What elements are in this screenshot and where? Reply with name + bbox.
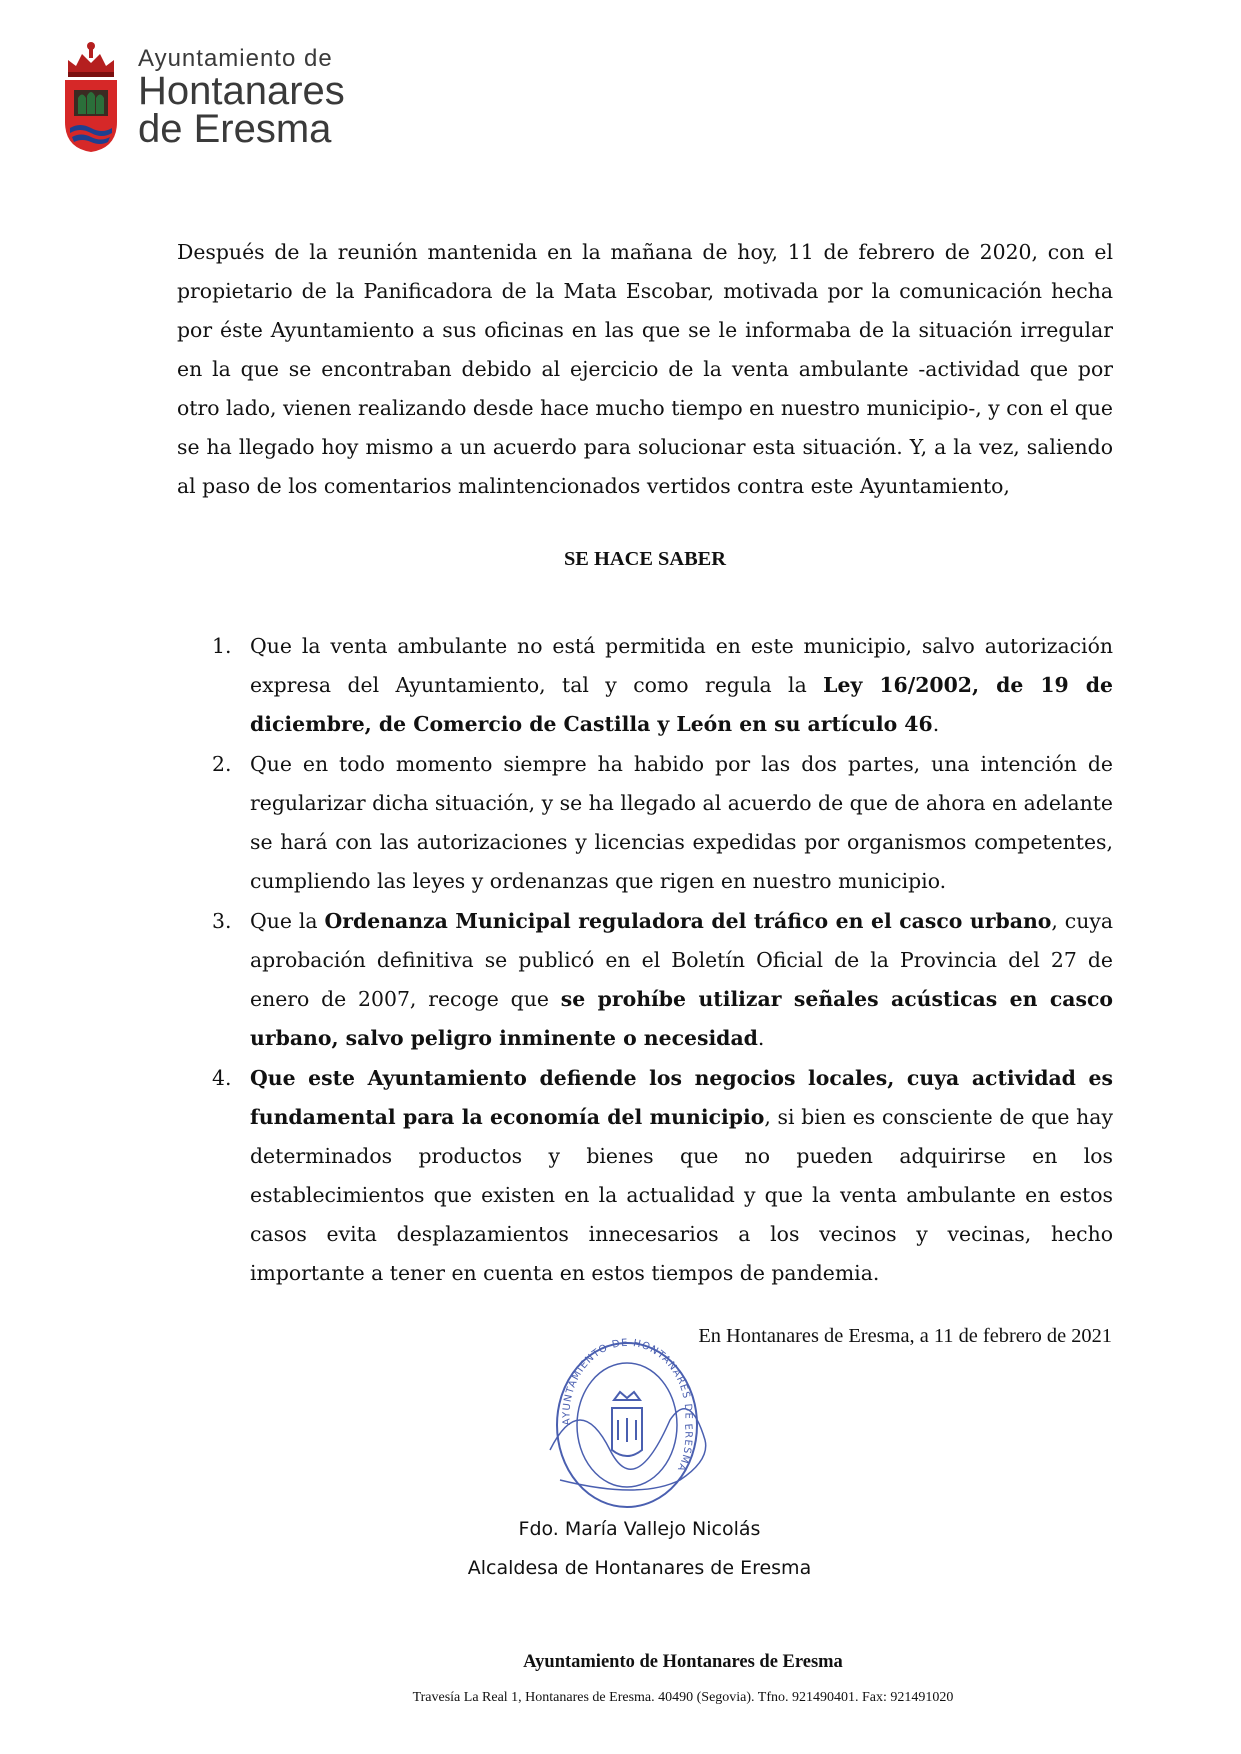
list-item-text: , cuya aprobación definitiva se publicó en el Boletín Oficial de la Provincia del 27 de enero de 2007, recoge que xyxy=(250,909,1114,1011)
list-item xyxy=(212,627,1113,744)
list-item xyxy=(212,745,1113,901)
notice-heading: SE HACE SABER xyxy=(563,548,727,570)
list-item-number: 2. xyxy=(212,752,232,776)
stamp-text: AYUNTAMIENTO DE HONTANARES DE ERESMA xyxy=(561,1337,694,1474)
list-item-number: 3. xyxy=(212,909,232,933)
footer-title: Ayuntamiento de Hontanares de Eresma xyxy=(523,1652,843,1672)
coat-of-arms-icon xyxy=(62,36,120,154)
list-item xyxy=(212,902,1113,1058)
footer-address: Travesía La Real 1, Hontanares de Eresma. 40490 (Segovia). Tfno. 921490401. Fax: 921491020 xyxy=(412,1690,954,1705)
list-item xyxy=(212,1059,1113,1293)
notice-list xyxy=(212,627,1113,1294)
list-item-text: Que en todo momento siempre ha habido por las dos partes, una intención de regularizar dicha situación, y se ha llegado al acuerdo de que de ahora en adelante se hará con las autorizaciones y licencias expedidas por organismos competentes, cumpliendo las leyes y ordenanzas que rigen en nuestro municipio. xyxy=(250,752,1113,893)
list-item-bold-text: se prohíbe utilizar señales acústicas en casco urbano, salvo peligro inminente o necesidad xyxy=(250,987,1113,1050)
municipality-logo xyxy=(62,36,362,166)
logo-line-3: de Eresma xyxy=(138,107,332,151)
signatory-role: Alcaldesa de Hontanares de Eresma xyxy=(467,1557,812,1579)
list-item-bold-text: Ordenanza Municipal reguladora del tráfico en el casco urbano xyxy=(324,909,1052,933)
svg-text:AYUNTAMIENTO DE HONTANARES DE xyxy=(561,1338,693,1474)
official-stamp-icon xyxy=(540,1330,715,1520)
list-item-text: . xyxy=(932,712,940,736)
logo-line-2: Hontanares xyxy=(138,69,345,113)
intro-paragraph: Después de la reunión mantenida en la mañana de hoy, 11 de febrero de 2020, con el propietario de la Panificadora de la Mata Escobar, motivada por la comunicación hecha por éste Ayuntamiento a sus oficinas en las que se le informaba de la situación irregular en la que se encontraban debido al ejercicio de la venta ambulante -actividad que por otro lado, vienen realizando desde hace mucho tiempo en nuestro municipio-, y con el que se ha llegado hoy mismo a un acuerdo para solucionar esta situación. Y, a la vez, saliendo al paso de los comentarios malintencionados vertidos contra este Ayuntamiento, xyxy=(177,240,1113,498)
logo-line-1: Ayuntamiento de xyxy=(138,45,333,72)
list-item-text: Que la venta ambulante no está permitida en este municipio, salvo autorización expresa del Ayuntamiento, tal y como regula la xyxy=(250,634,1113,697)
place-and-date: En Hontanares de Eresma, a 11 de febrero de 2021 xyxy=(698,1325,1112,1347)
list-item-bold-text: Ley 16/2002, de 19 de diciembre, de Comercio de Castilla y León en su artículo 46 xyxy=(250,673,1113,736)
list-item-text: , si bien es consciente de que hay determinados productos y bienes que no pueden adquirirse en los establecimientos que existen en la actualidad y que la venta ambulante en estos casos evita desplazamientos innecesarios a los vecinos y vecinas, hecho importante a tener en cuenta en estos tiempos de pandemia. xyxy=(250,1105,1113,1285)
list-item-text: . xyxy=(757,1026,765,1050)
list-item-number: 4. xyxy=(212,1066,232,1090)
list-item-bold-text: Que este Ayuntamiento defiende los negocios locales, cuya actividad es fundamental para la economía del municipio xyxy=(250,1066,1113,1129)
signatory-name: Fdo. María Vallejo Nicolás xyxy=(518,1518,761,1540)
logo-wordmark xyxy=(138,45,378,151)
list-item-text: Que la xyxy=(250,909,325,933)
list-item-number: 1. xyxy=(212,634,232,658)
